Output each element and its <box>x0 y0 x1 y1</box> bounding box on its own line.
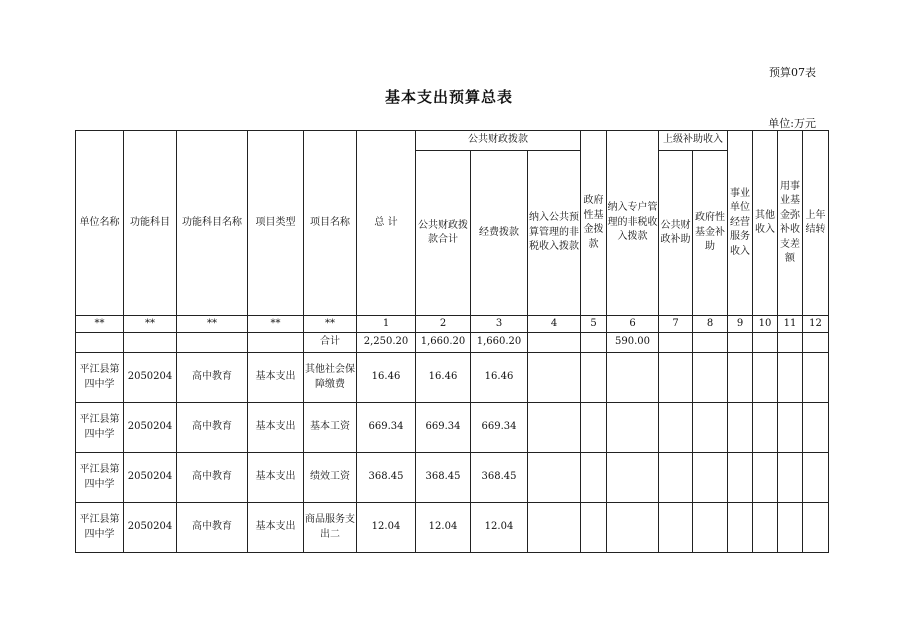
row-pf-funds: 669.34 <box>471 403 528 453</box>
header-us-gov-fund: 政府性基金补助 <box>693 151 728 316</box>
header-pf-total: 公共财政拨款合计 <box>416 151 471 316</box>
table-row <box>76 453 829 503</box>
row-pf-total: 12.04 <box>416 503 471 553</box>
form-code: 预算07表 <box>769 66 816 79</box>
header-us-public: 公共财政补助 <box>659 151 693 316</box>
table-row <box>76 353 829 403</box>
row-unit: 平江县第四中学 <box>76 453 124 503</box>
header-func-code: 功能科目 <box>124 131 177 316</box>
index-cell: 9 <box>728 316 753 333</box>
table-row <box>76 403 829 453</box>
row-code: 2050204 <box>124 353 177 403</box>
index-row <box>76 316 829 333</box>
header-biz-income: 事业单位经营服务收入 <box>728 131 753 316</box>
row-type: 基本支出 <box>248 453 304 503</box>
header-other-income: 其他收入 <box>753 131 778 316</box>
row-total: 16.46 <box>357 353 416 403</box>
row-type: 基本支出 <box>248 403 304 453</box>
index-cell: 4 <box>528 316 581 333</box>
row-pf-total: 16.46 <box>416 353 471 403</box>
row-total: 368.45 <box>357 453 416 503</box>
row-type: 基本支出 <box>248 353 304 403</box>
header-item-type: 项目类型 <box>248 131 304 316</box>
row-name: 基本工资 <box>304 403 357 453</box>
header-func-name: 功能科目名称 <box>177 131 248 316</box>
total-pf-funds: 1,660.20 <box>471 333 528 353</box>
row-pf-funds: 368.45 <box>471 453 528 503</box>
row-total: 669.34 <box>357 403 416 453</box>
index-cell: 1 <box>357 316 416 333</box>
row-name: 其他社会保障缴费 <box>304 353 357 403</box>
row-func: 高中教育 <box>177 453 248 503</box>
row-code: 2050204 <box>124 403 177 453</box>
table-title: 基本支出预算总表 <box>384 88 513 106</box>
index-cell: ** <box>304 316 357 333</box>
total-value: 2,250.20 <box>357 333 416 353</box>
row-unit: 平江县第四中学 <box>76 503 124 553</box>
total-label: 合计 <box>304 333 357 353</box>
header-total: 总 计 <box>357 131 416 316</box>
header-unit-name: 单位名称 <box>76 131 124 316</box>
index-cell: ** <box>177 316 248 333</box>
index-cell: 8 <box>693 316 728 333</box>
row-code: 2050204 <box>124 503 177 553</box>
index-cell: 12 <box>803 316 829 333</box>
index-cell: ** <box>124 316 177 333</box>
row-func: 高中教育 <box>177 353 248 403</box>
row-name: 绩效工资 <box>304 453 357 503</box>
row-code: 2050204 <box>124 453 177 503</box>
index-cell: ** <box>76 316 124 333</box>
header-gov-fund: 政府性基金拨款 <box>581 131 607 316</box>
total-row <box>76 333 829 353</box>
row-func: 高中教育 <box>177 503 248 553</box>
row-pf-total: 368.45 <box>416 453 471 503</box>
header-pf-funds: 经费拨款 <box>471 151 528 316</box>
row-unit: 平江县第四中学 <box>76 353 124 403</box>
header-upper-subsidy: 上级补助收入 <box>659 131 728 151</box>
header-biz-fund: 用事业基金弥补收支差额 <box>778 131 803 316</box>
index-cell: 5 <box>581 316 607 333</box>
budget-table <box>75 130 829 553</box>
index-cell: 3 <box>471 316 528 333</box>
header-item-name: 项目名称 <box>304 131 357 316</box>
header-special-nontax: 纳入专户管理的非税收入拨款 <box>607 131 659 316</box>
row-pf-funds: 16.46 <box>471 353 528 403</box>
row-func: 高中教育 <box>177 403 248 453</box>
index-cell: 11 <box>778 316 803 333</box>
header-public-fiscal: 公共财政拨款 <box>416 131 581 151</box>
header-carry-over: 上年结转 <box>803 131 829 316</box>
row-total: 12.04 <box>357 503 416 553</box>
total-pf-total: 1,660.20 <box>416 333 471 353</box>
row-pf-funds: 12.04 <box>471 503 528 553</box>
unit-label: 单位:万元 <box>768 117 816 130</box>
index-cell: 2 <box>416 316 471 333</box>
row-name: 商品服务支出二 <box>304 503 357 553</box>
index-cell: 7 <box>659 316 693 333</box>
row-type: 基本支出 <box>248 503 304 553</box>
table-row <box>76 503 829 553</box>
row-unit: 平江县第四中学 <box>76 403 124 453</box>
row-pf-total: 669.34 <box>416 403 471 453</box>
header-pf-nontax: 纳入公共预算管理的非税收入拨款 <box>528 151 581 316</box>
index-cell: 6 <box>607 316 659 333</box>
index-cell: ** <box>248 316 304 333</box>
index-cell: 10 <box>753 316 778 333</box>
total-special-nontax: 590.00 <box>607 333 659 353</box>
